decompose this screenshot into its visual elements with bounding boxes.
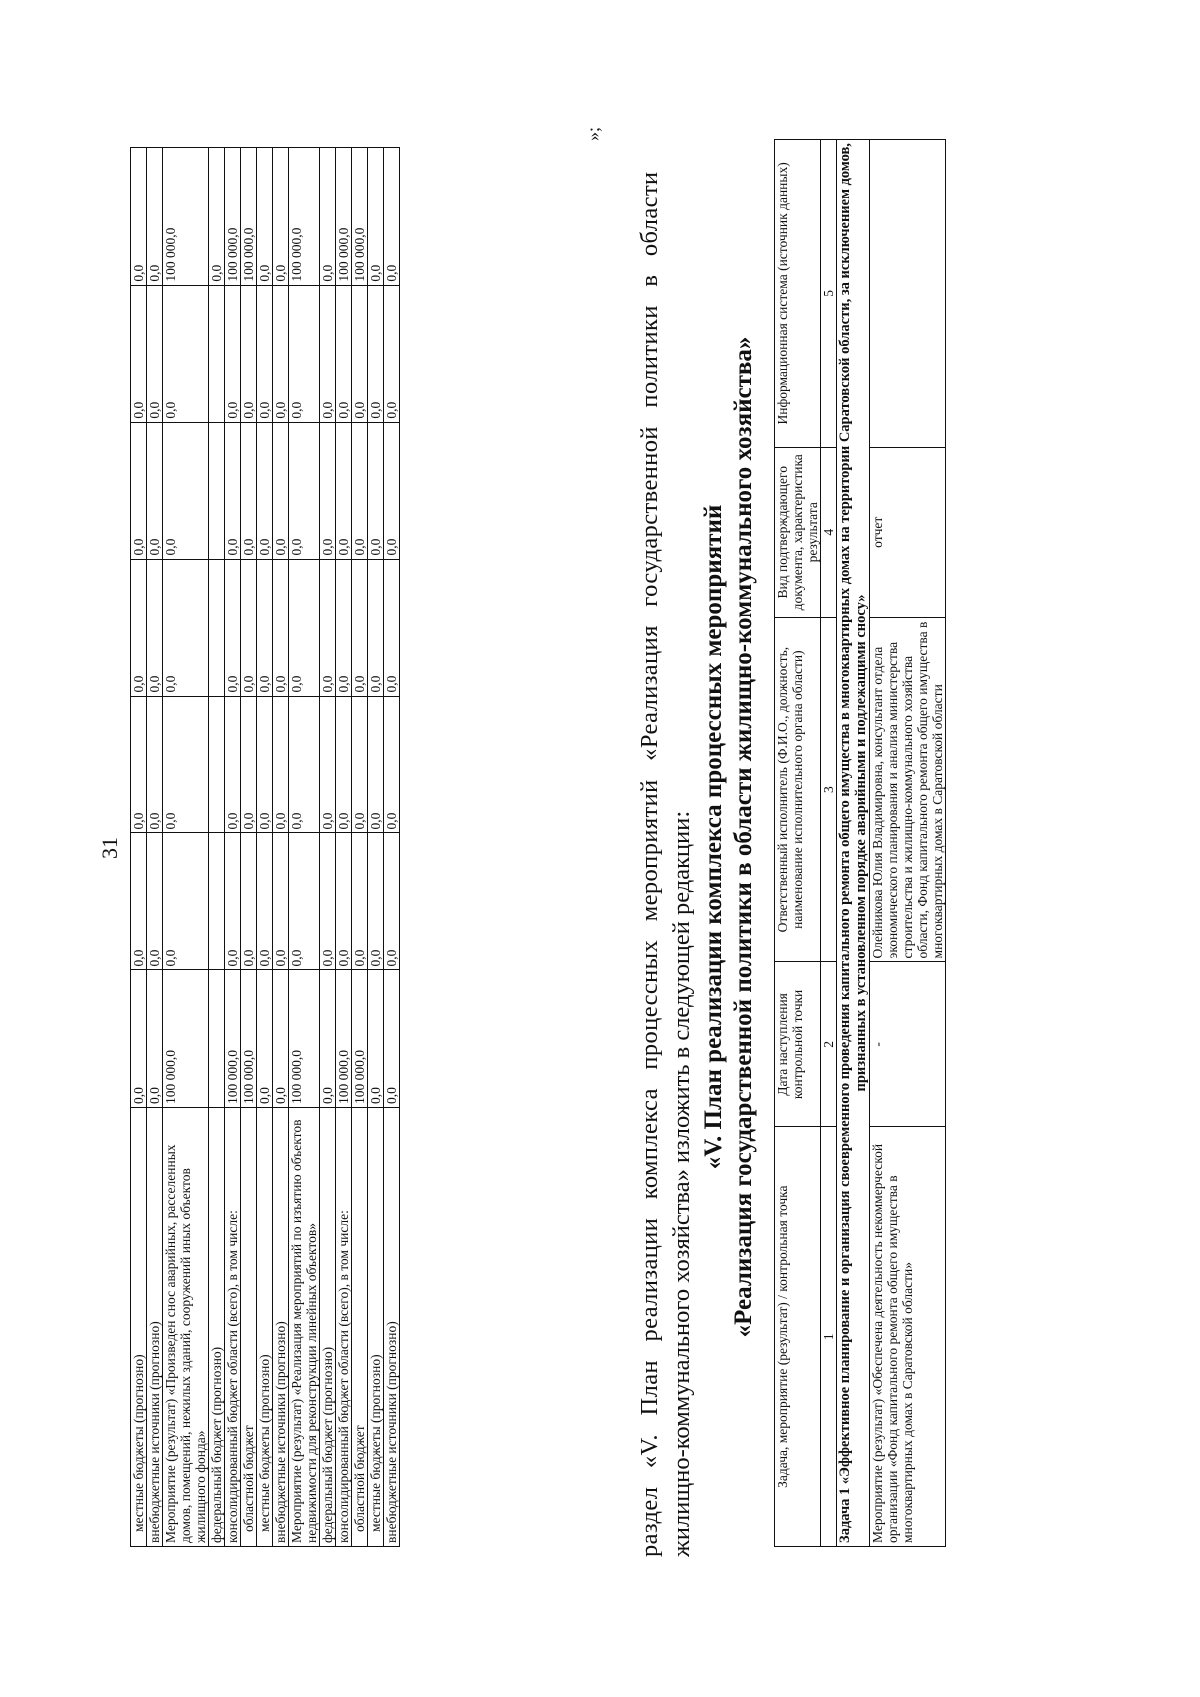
- funding-row: [336, 148, 352, 1547]
- funding-value: 0,0: [384, 696, 400, 833]
- index-cell: 2: [821, 962, 837, 1127]
- funding-value: 0,0: [368, 970, 384, 1108]
- funding-value: 0,0: [336, 833, 352, 970]
- activity-name: Мероприятие (результат) «Обеспечена деятельность некоммерческой организации «Фонд капитального ремонта общего имущества в многоквартирных домах в Саратовской области»: [870, 1127, 946, 1547]
- funding-value: 100 000,0: [352, 148, 368, 286]
- funding-value: 0,0: [368, 559, 384, 696]
- intro-paragraph-line1: раздел «V. План реализации комплекса процессных мероприятий «Реализация государственной политики в области: [636, 171, 663, 1557]
- funding-value: 0,0: [289, 285, 320, 422]
- funding-value: 0,0: [384, 422, 400, 559]
- plan-task-row: [837, 140, 870, 1547]
- funding-value: 0,0: [209, 148, 225, 286]
- funding-value: 0,0: [273, 833, 289, 970]
- funding-row-label: местные бюджеты (прогнозно): [131, 1108, 147, 1547]
- funding-value: 100 000,0: [289, 148, 320, 286]
- funding-row-label: местные бюджеты (прогнозно): [368, 1108, 384, 1547]
- funding-row-label: областной бюджет: [352, 1108, 368, 1547]
- section-heading: «V. План реализации комплекса процессных мероприятий: [700, 504, 727, 1170]
- funding-row-label: консолидированный бюджет области (всего), в том числе:: [336, 1108, 352, 1547]
- funding-value: 0,0: [131, 422, 147, 559]
- funding-row: [384, 148, 400, 1547]
- funding-row: [147, 148, 163, 1547]
- funding-value: 0,0: [320, 148, 336, 286]
- funding-row: [131, 148, 147, 1547]
- funding-row-label: Мероприятие (результат) «Реализация мероприятий по изъятию объектов недвижимости для реконструкции линейных объектов»: [289, 1108, 320, 1547]
- funding-value: 0,0: [163, 559, 209, 696]
- funding-value: 0,0: [131, 696, 147, 833]
- task-1-title: Задача 1 «Эффективное планирование и организация своевременного проведения капитального ремонта общего имущества в многоквартирных домах на территории Саратовской области, за исключением домов, признанных в установленном порядке аварийными и подлежащими сносу»: [837, 140, 870, 1547]
- funding-value: 100 000,0: [163, 148, 209, 286]
- funding-table: [130, 147, 400, 1547]
- funding-value: 0,0: [273, 970, 289, 1108]
- funding-value: 0,0: [352, 696, 368, 833]
- funding-value: 100 000,0: [241, 970, 257, 1108]
- funding-value: 0,0: [289, 559, 320, 696]
- funding-value: 100 000,0: [289, 970, 320, 1108]
- funding-value: 0,0: [257, 833, 273, 970]
- funding-value: 100 000,0: [336, 970, 352, 1108]
- funding-value: 0,0: [336, 696, 352, 833]
- funding-value: 0,0: [320, 970, 336, 1108]
- funding-row: [163, 148, 209, 1547]
- plan-header-system: Информационная система (источник данных): [775, 140, 821, 448]
- funding-row: [209, 148, 225, 1547]
- funding-value: 0,0: [368, 422, 384, 559]
- funding-value: 0,0: [368, 833, 384, 970]
- funding-value: 0,0: [131, 833, 147, 970]
- plan-table: [774, 139, 946, 1547]
- funding-value: 0,0: [320, 422, 336, 559]
- funding-value: [209, 696, 225, 833]
- funding-value: 100 000,0: [225, 148, 241, 286]
- funding-value: 0,0: [384, 559, 400, 696]
- funding-row-label: областной бюджет: [241, 1108, 257, 1547]
- funding-value: 0,0: [320, 559, 336, 696]
- funding-value: 0,0: [257, 148, 273, 286]
- funding-value: 0,0: [131, 970, 147, 1108]
- funding-value: 0,0: [241, 285, 257, 422]
- funding-value: 0,0: [131, 285, 147, 422]
- funding-value: 0,0: [336, 422, 352, 559]
- funding-value: [209, 422, 225, 559]
- funding-value: 0,0: [320, 696, 336, 833]
- funding-value: 0,0: [368, 148, 384, 286]
- plan-header-responsible: Ответственный исполнитель (Ф.И.О., должность, наименование исполнительного органа области): [775, 617, 821, 962]
- funding-row-label: внебюджетные источники (прогнозно): [147, 1108, 163, 1547]
- funding-value: 0,0: [289, 833, 320, 970]
- funding-value: 0,0: [257, 422, 273, 559]
- funding-value: 100 000,0: [163, 970, 209, 1108]
- funding-row-label: внебюджетные источники (прогнозно): [384, 1108, 400, 1547]
- funding-value: 0,0: [257, 559, 273, 696]
- activity-responsible: Олейникова Юлия Владимировна, консультант отдела экономического планирования и анализа министерства строительства и жилищно-коммунального хозяйства области, Фонд капитального ремонта общего имущества в многоквартирных домах в Саратовской области: [870, 617, 946, 962]
- funding-value: 0,0: [384, 285, 400, 422]
- funding-value: 0,0: [225, 696, 241, 833]
- funding-value: 100 000,0: [225, 970, 241, 1108]
- intro-paragraph-line2: жилищно-коммунального хозяйства» изложить в следующей редакции:: [668, 810, 695, 1557]
- funding-value: 0,0: [384, 148, 400, 286]
- funding-value: 0,0: [320, 285, 336, 422]
- funding-value: 0,0: [257, 696, 273, 833]
- funding-value: [209, 970, 225, 1108]
- funding-row: [273, 148, 289, 1547]
- funding-value: 0,0: [336, 285, 352, 422]
- plan-header-document: Вид подтверждающего документа, характеристика результата: [775, 447, 821, 617]
- plan-activity-row: [870, 140, 946, 1547]
- funding-value: 0,0: [147, 696, 163, 833]
- funding-value: 0,0: [352, 559, 368, 696]
- funding-value: 0,0: [241, 422, 257, 559]
- index-cell: 1: [821, 1127, 837, 1547]
- funding-value: 100 000,0: [352, 970, 368, 1108]
- funding-value: 0,0: [273, 696, 289, 833]
- funding-value: 0,0: [384, 833, 400, 970]
- funding-row: [320, 148, 336, 1547]
- funding-value: 0,0: [320, 833, 336, 970]
- funding-value: 0,0: [273, 422, 289, 559]
- funding-value: 0,0: [273, 148, 289, 286]
- funding-value: 0,0: [163, 696, 209, 833]
- funding-value: 0,0: [163, 833, 209, 970]
- funding-row-label: федеральный бюджет (прогнозно): [320, 1108, 336, 1547]
- funding-value: 0,0: [225, 285, 241, 422]
- funding-value: 0,0: [273, 285, 289, 422]
- funding-value: [209, 285, 225, 422]
- funding-value: 0,0: [241, 833, 257, 970]
- funding-value: 0,0: [336, 559, 352, 696]
- funding-row: [257, 148, 273, 1547]
- funding-value: 0,0: [147, 148, 163, 286]
- funding-value: 0,0: [131, 559, 147, 696]
- funding-value: 0,0: [147, 970, 163, 1108]
- funding-row: [368, 148, 384, 1547]
- funding-value: 0,0: [289, 696, 320, 833]
- funding-row: [289, 148, 320, 1547]
- funding-value: 0,0: [352, 833, 368, 970]
- funding-row: [241, 148, 257, 1547]
- funding-row-label: внебюджетные источники (прогнозно): [273, 1108, 289, 1547]
- funding-row-label: местные бюджеты (прогнозно): [257, 1108, 273, 1547]
- funding-value: 0,0: [289, 422, 320, 559]
- activity-system: [870, 140, 946, 448]
- funding-value: 0,0: [368, 696, 384, 833]
- funding-value: 0,0: [225, 559, 241, 696]
- funding-row: [225, 148, 241, 1547]
- plan-header-date: Дата наступления контрольной точки: [775, 962, 821, 1127]
- funding-value: 0,0: [384, 970, 400, 1108]
- funding-value: 0,0: [163, 422, 209, 559]
- funding-value: 0,0: [257, 970, 273, 1108]
- quote-end-mark: »;: [583, 126, 603, 141]
- funding-value: 0,0: [147, 285, 163, 422]
- funding-value: 0,0: [352, 285, 368, 422]
- funding-row: [352, 148, 368, 1547]
- index-cell: 5: [821, 140, 837, 448]
- funding-value: 0,0: [131, 148, 147, 286]
- index-cell: 4: [821, 447, 837, 617]
- plan-index-row: [821, 140, 837, 1547]
- funding-value: 0,0: [147, 833, 163, 970]
- funding-value: 100 000,0: [336, 148, 352, 286]
- funding-value: 0,0: [225, 833, 241, 970]
- funding-value: 0,0: [225, 422, 241, 559]
- activity-date: -: [870, 962, 946, 1127]
- plan-header-task: Задача, мероприятие (результат) / контрольная точка: [775, 1127, 821, 1547]
- funding-value: [209, 559, 225, 696]
- section-subheading: «Реализация государственной политики в области жилищно-коммунального хозяйства»: [730, 336, 757, 1338]
- funding-value: [209, 833, 225, 970]
- funding-row-label: федеральный бюджет (прогнозно): [209, 1108, 225, 1547]
- page-number: 31: [97, 837, 122, 859]
- index-cell: 3: [821, 617, 837, 962]
- funding-value: 0,0: [257, 285, 273, 422]
- funding-value: 0,0: [163, 285, 209, 422]
- funding-value: 0,0: [241, 559, 257, 696]
- funding-row-label: Мероприятие (результат) «Произведен снос аварийных, расселенных домов, помещений, нежилых зданий, сооружений иных объектов жилищного фонда»: [163, 1108, 209, 1547]
- funding-value: 0,0: [241, 696, 257, 833]
- funding-value: 0,0: [147, 559, 163, 696]
- funding-row-label: консолидированный бюджет области (всего), в том числе:: [225, 1108, 241, 1547]
- activity-document: отчет: [870, 447, 946, 617]
- funding-value: 0,0: [273, 559, 289, 696]
- funding-value: 0,0: [147, 422, 163, 559]
- funding-value: 0,0: [368, 285, 384, 422]
- funding-value: 0,0: [352, 422, 368, 559]
- funding-value: 100 000,0: [241, 148, 257, 286]
